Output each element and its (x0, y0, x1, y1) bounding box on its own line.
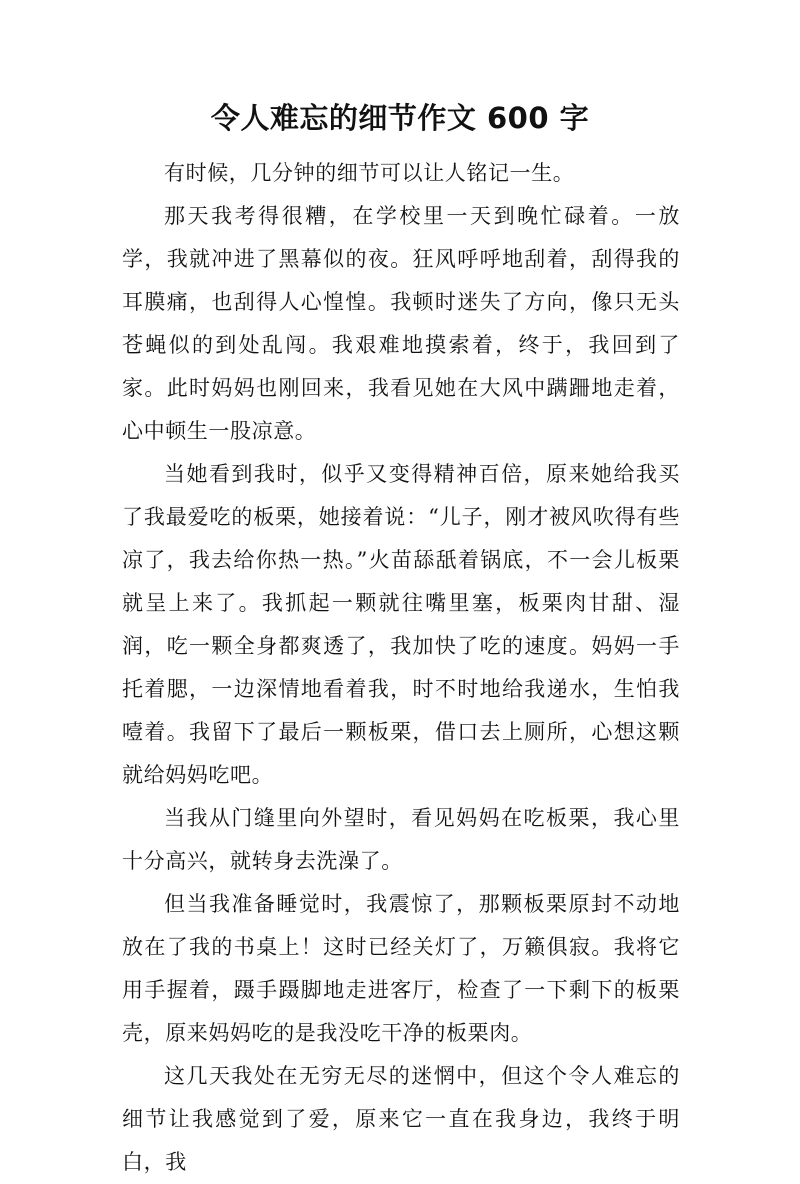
document-title: 令人难忘的细节作文 600 字 (210, 101, 590, 135)
paragraph-6: 这几天我处在无穷无尽的迷惘中，但这个令人难忘的细节让我感觉到了爱，原来它一直在我身边，我终于明白，我 (122, 1064, 680, 1174)
document-body (122, 152, 680, 1184)
paragraph-2: 那天我考得很糟，在学校里一天到晚忙碌着。一放学，我就冲进了黑幕似的夜。狂风呼呼地刮着，刮得我的耳膜痛，也刮得人心惶惶。我顿时迷失了方向，像只无头苍蝇似的到处乱闯。我艰难地摸索着，终于，我回到了家。此时妈妈也刚回来，我看见她在大风中蹒跚地走着，心中顿生一股凉意。 (122, 204, 680, 443)
paragraph-5: 但当我准备睡觉时，我震惊了，那颗板栗原封不动地放在了我的书桌上！这时已经关灯了，万籁俱寂。我将它用手握着，蹑手蹑脚地走进客厅，检查了一下剩下的板栗壳，原来妈妈吃的是我没吃干净的板栗肉。 (122, 892, 680, 1045)
paragraph-1: 有时候，几分钟的细节可以让人铭记一生。 (164, 161, 575, 185)
paragraph-4: 当我从门缝里向外望时，看见妈妈在吃板栗，我心里十分高兴，就转身去洗澡了。 (122, 806, 680, 873)
paragraph-3: 当她看到我时，似乎又变得精神百倍，原来她给我买了我最爱吃的板栗，她接着说：“儿子，刚才被风吹得有些凉了，我去给你热一热。”火苗舔舐着锅底，不一会儿板栗就呈上来了。我抓起一颗就往嘴里塞，板栗肉甘甜、湿润，吃一颗全身都爽透了，我加快了吃的速度。妈妈一手托着腮，一边深情地看着我，时不时地给我递水，生怕我噎着。我留下了最后一颗板栗，借口去上厕所，心想这颗就给妈妈吃吧。 (122, 462, 680, 787)
